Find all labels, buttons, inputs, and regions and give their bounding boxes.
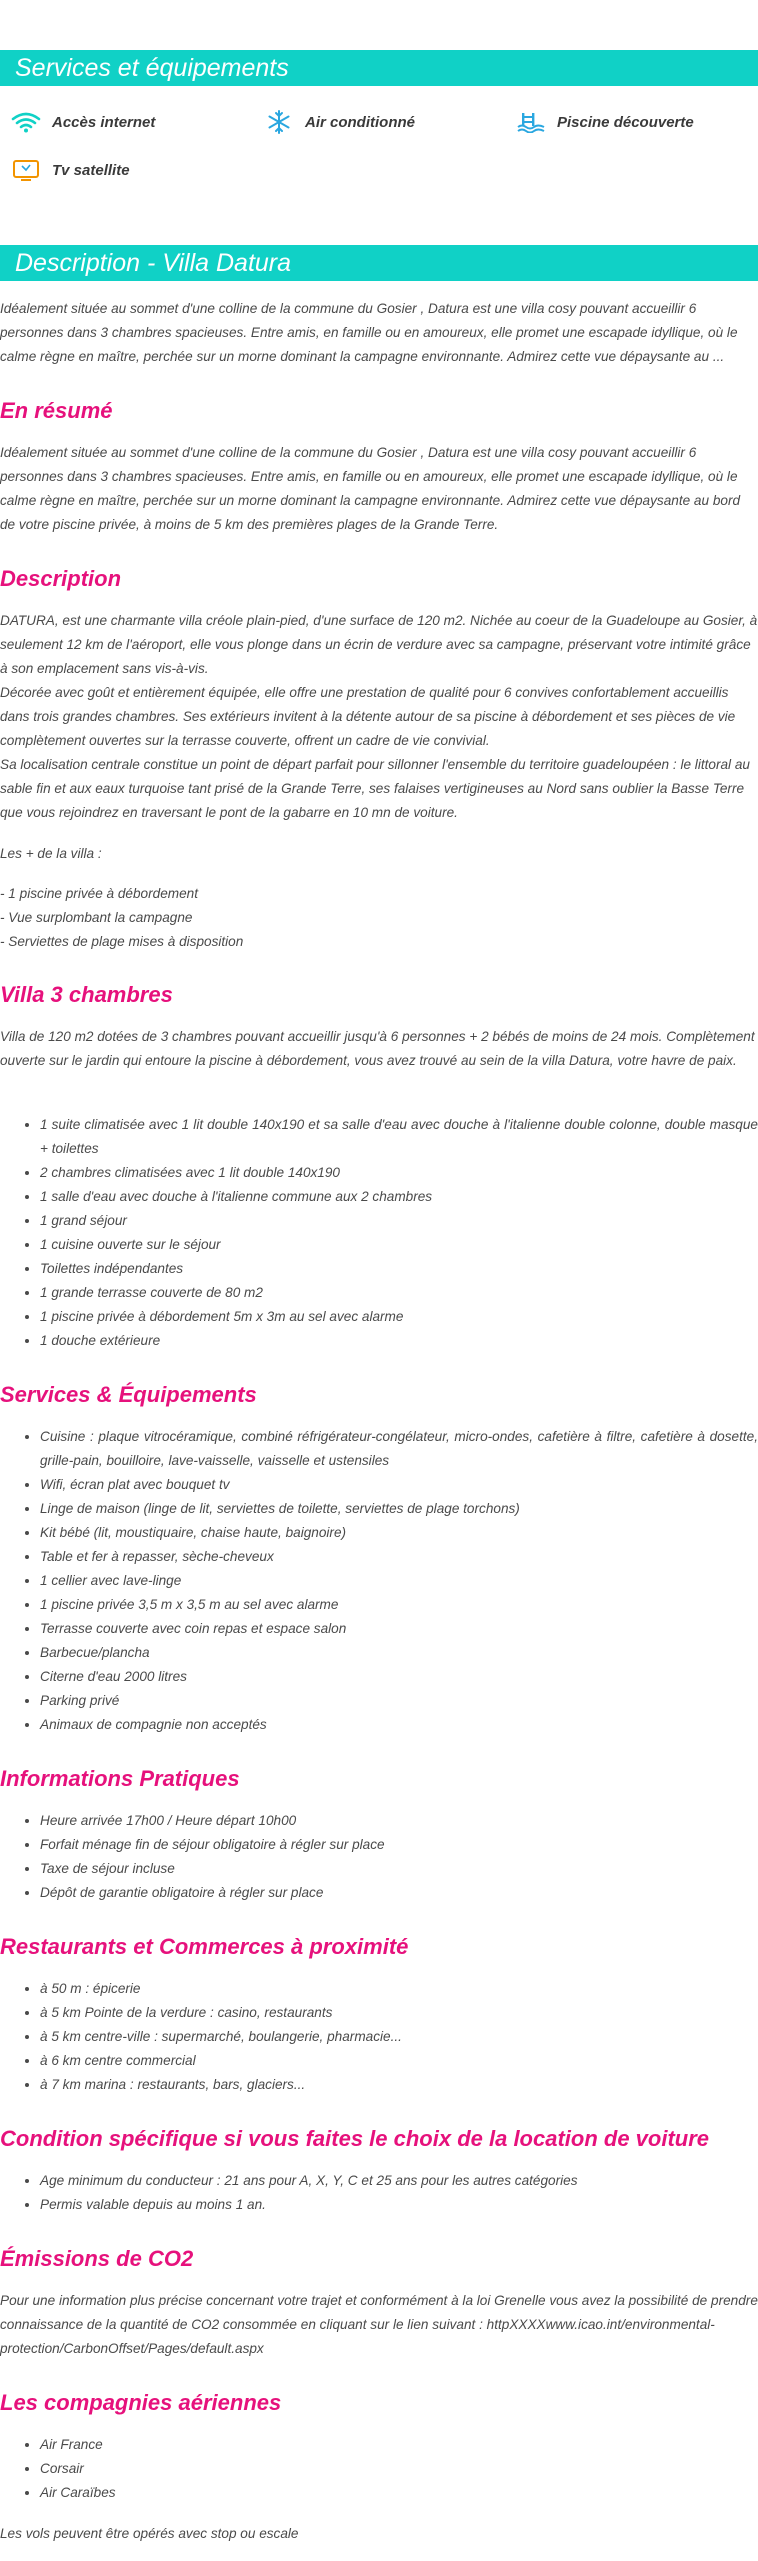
- resume-text: Idéalement située au sommet d'une colline de la commune du Gosier , Datura est une villa cosy pouvant accueillir 6 personnes dans 3 chambres spacieuses. Entre amis, en famille ou en amoureux, elle promet une escapade idyllique, où le calme règne en maître, perchée sur un morne dominant la campagne environnante. Admirez cette vue dépaysante au bord de votre piscine privée, à moins de 5 km des premières plages de la Grande Terre.: [0, 445, 741, 532]
- list-item: • Air Caraïbes: [40, 2481, 758, 2505]
- services-list: [0, 1425, 758, 1737]
- list-item: • 1 grand séjour: [40, 1209, 758, 1233]
- list-item: • Dépôt de garantie obligatoire à régler sur place: [40, 1881, 758, 1905]
- chambres-list: [0, 1113, 758, 1353]
- chambres-title: Villa 3 chambres: [0, 982, 173, 1007]
- tv-icon: [10, 158, 42, 182]
- list-item: • 1 salle d'eau avec douche à l'italienne commune aux 2 chambres: [40, 1185, 758, 1209]
- restaurants-title: Restaurants et Commerces à proximité: [0, 1934, 409, 1959]
- list-item: • Taxe de séjour incluse: [40, 1857, 758, 1881]
- list-item: • 1 cellier avec lave-linge: [40, 1569, 758, 1593]
- list-item: • 1 suite climatisée avec 1 lit double 140x190 et sa salle d'eau avec douche à l'italienne double colonne, double masque + toilettes: [40, 1113, 758, 1161]
- list-item: • à 50 m : épicerie: [40, 1977, 758, 2001]
- list-item: • à 5 km centre-ville : supermarché, boulangerie, pharmacie...: [40, 2025, 758, 2049]
- amenity-aircon: [263, 110, 415, 134]
- list-item: • 2 chambres climatisées avec 1 lit double 140x190: [40, 1161, 758, 1185]
- list-item: • Terrasse couverte avec coin repas et espace salon: [40, 1617, 758, 1641]
- amenity-label: Air conditionné: [305, 113, 415, 131]
- list-item: • 1 piscine privée 3,5 m x 3,5 m au sel avec alarme: [40, 1593, 758, 1617]
- services-title: Services & Équipements: [0, 1382, 257, 1407]
- list-item: • 1 cuisine ouverte sur le séjour: [40, 1233, 758, 1257]
- amenity-internet: [10, 110, 155, 134]
- chambres-text: Villa de 120 m2 dotées de 3 chambres pouvant accueillir jusqu'à 6 personnes + 2 bébés de moins de 24 mois. Complètement ouverte sur le jardin qui entoure la piscine à débordement, vous avez trouvé au sein de la villa Datura, votre havre de paix.: [0, 1029, 755, 1068]
- list-item: • Animaux de compagnie non acceptés: [40, 1713, 758, 1737]
- description-p3: Sa localisation centrale constitue un point de départ parfait pour sillonner l'ensemble du territoire guadeloupéen : le littoral au sable fin et aux eaux turquoise tant prisé de la Grande Terre, ses falaises vertigineuses au Nord sans oublier la Basse Terre que vous rejoindrez en traversant le pont de la gabarre en 10 mn de voiture.: [0, 757, 750, 820]
- list-item: • Forfait ménage fin de séjour obligatoire à régler sur place: [40, 1833, 758, 1857]
- list-item: • Air France: [40, 2433, 758, 2457]
- list-item: • 1 douche extérieure: [40, 1329, 758, 1353]
- airlines-title: Les compagnies aériennes: [0, 2390, 282, 2415]
- list-item: • Heure arrivée 17h00 / Heure départ 10h00: [40, 1809, 758, 1833]
- list-item: • Cuisine : plaque vitrocéramique, combiné réfrigérateur-congélateur, micro-ondes, cafetière à filtre, cafetière à dosette, grille-pain, bouilloire, lave-vaisselle, vaisselle et ustensiles: [40, 1425, 758, 1473]
- airlines-note: Les vols peuvent être opérés avec stop ou escale: [0, 2526, 299, 2541]
- plus-title: Les + de la villa :: [0, 846, 102, 861]
- list-item: • Parking privé: [40, 1689, 758, 1713]
- airlines-list: [0, 2433, 758, 2505]
- list-item: • Age minimum du conducteur : 21 ans pour A, X, Y, C et 25 ans pour les autres catégories: [40, 2169, 758, 2193]
- list-item: • Kit bébé (lit, moustiquaire, chaise haute, baignoire): [40, 1521, 758, 1545]
- description-p2: Décorée avec goût et entièrement équipée, elle offre une prestation de qualité pour 6 convives confortablement accueillis dans trois grandes chambres. Ses extérieurs invitent à la détente autour de sa piscine à débordement et ses pièces de vie complètement ouvertes sur la terrasse couverte, offrent un cadre de vie convivial.: [0, 685, 736, 748]
- list-item: • 1 grande terrasse couverte de 80 m2: [40, 1281, 758, 1305]
- voiture-title: Condition spécifique si vous faites le choix de la location de voiture: [0, 2126, 710, 2151]
- list-item: • Corsair: [40, 2457, 758, 2481]
- list-item: • Barbecue/plancha: [40, 1641, 758, 1665]
- co2-title: Émissions de CO2: [0, 2246, 194, 2271]
- services-header: Services et équipements: [0, 50, 758, 86]
- list-item: • Permis valable depuis au moins 1 an.: [40, 2193, 758, 2217]
- pool-icon: [515, 110, 547, 134]
- list-item: • 1 piscine privée à débordement 5m x 3m au sel avec alarme: [40, 1305, 758, 1329]
- list-item: • Table et fer à repasser, sèche-cheveux: [40, 1545, 758, 1569]
- plus-item: - Vue surplombant la campagne: [0, 910, 193, 925]
- list-item: • à 5 km Pointe de la verdure : casino, restaurants: [40, 2001, 758, 2025]
- list-item: • à 7 km marina : restaurants, bars, glaciers...: [40, 2073, 758, 2097]
- co2-text: Pour une information plus précise concernant votre trajet et conformément à la loi Grenelle vous avez la possibilité de prendre connaissance de la quantité de CO2 consommée en cliquant sur le lien suivant : httpXXXXwww.icao.int/environmental-protection/CarbonOffset/Pages/default.aspx: [0, 2293, 758, 2356]
- list-item: • Wifi, écran plat avec bouquet tv: [40, 1473, 758, 1497]
- voiture-list: [0, 2169, 758, 2217]
- list-item: • Toilettes indépendantes: [40, 1257, 758, 1281]
- infos-title: Informations Pratiques: [0, 1766, 240, 1791]
- snowflake-icon: [263, 110, 295, 134]
- plus-item: - 1 piscine privée à débordement: [0, 886, 198, 901]
- amenity-tv: [10, 158, 130, 182]
- description-header: Description - Villa Datura: [0, 245, 758, 281]
- list-item: • Citerne d'eau 2000 litres: [40, 1665, 758, 1689]
- amenity-pool: [515, 110, 694, 134]
- amenity-label: Tv satellite: [52, 161, 130, 179]
- list-item: • à 6 km centre commercial: [40, 2049, 758, 2073]
- wifi-icon: [10, 110, 42, 134]
- description-title: Description: [0, 566, 122, 591]
- amenity-label: Accès internet: [52, 113, 156, 131]
- infos-list: [0, 1809, 758, 1905]
- resume-title: En résumé: [0, 398, 113, 423]
- list-item: • Linge de maison (linge de lit, serviettes de toilette, serviettes de plage torchons): [40, 1497, 758, 1521]
- amenity-label: Piscine découverte: [557, 113, 694, 131]
- intro-text: Idéalement située au sommet d'une colline de la commune du Gosier , Datura est une villa cosy pouvant accueillir 6 personnes dans 3 chambres spacieuses. Entre amis, en famille ou en amoureux, elle promet une escapade idyllique, où le calme règne en maître, perchée sur un morne dominant la campagne environnante. Admirez cette vue dépaysante au ...: [0, 301, 738, 364]
- plus-item: - Serviettes de plage mises à disposition: [0, 934, 244, 949]
- restaurants-list: [0, 1977, 758, 2097]
- description-p1: DATURA, est une charmante villa créole plain-pied, d'une surface de 120 m2. Nichée au coeur de la Guadeloupe au Gosier, à seulement 12 km de l'aéroport, elle vous plonge dans un écrin de verdure avec sa campagne, préservant votre intimité grâce à son emplacement sans vis-à-vis.: [0, 613, 758, 676]
